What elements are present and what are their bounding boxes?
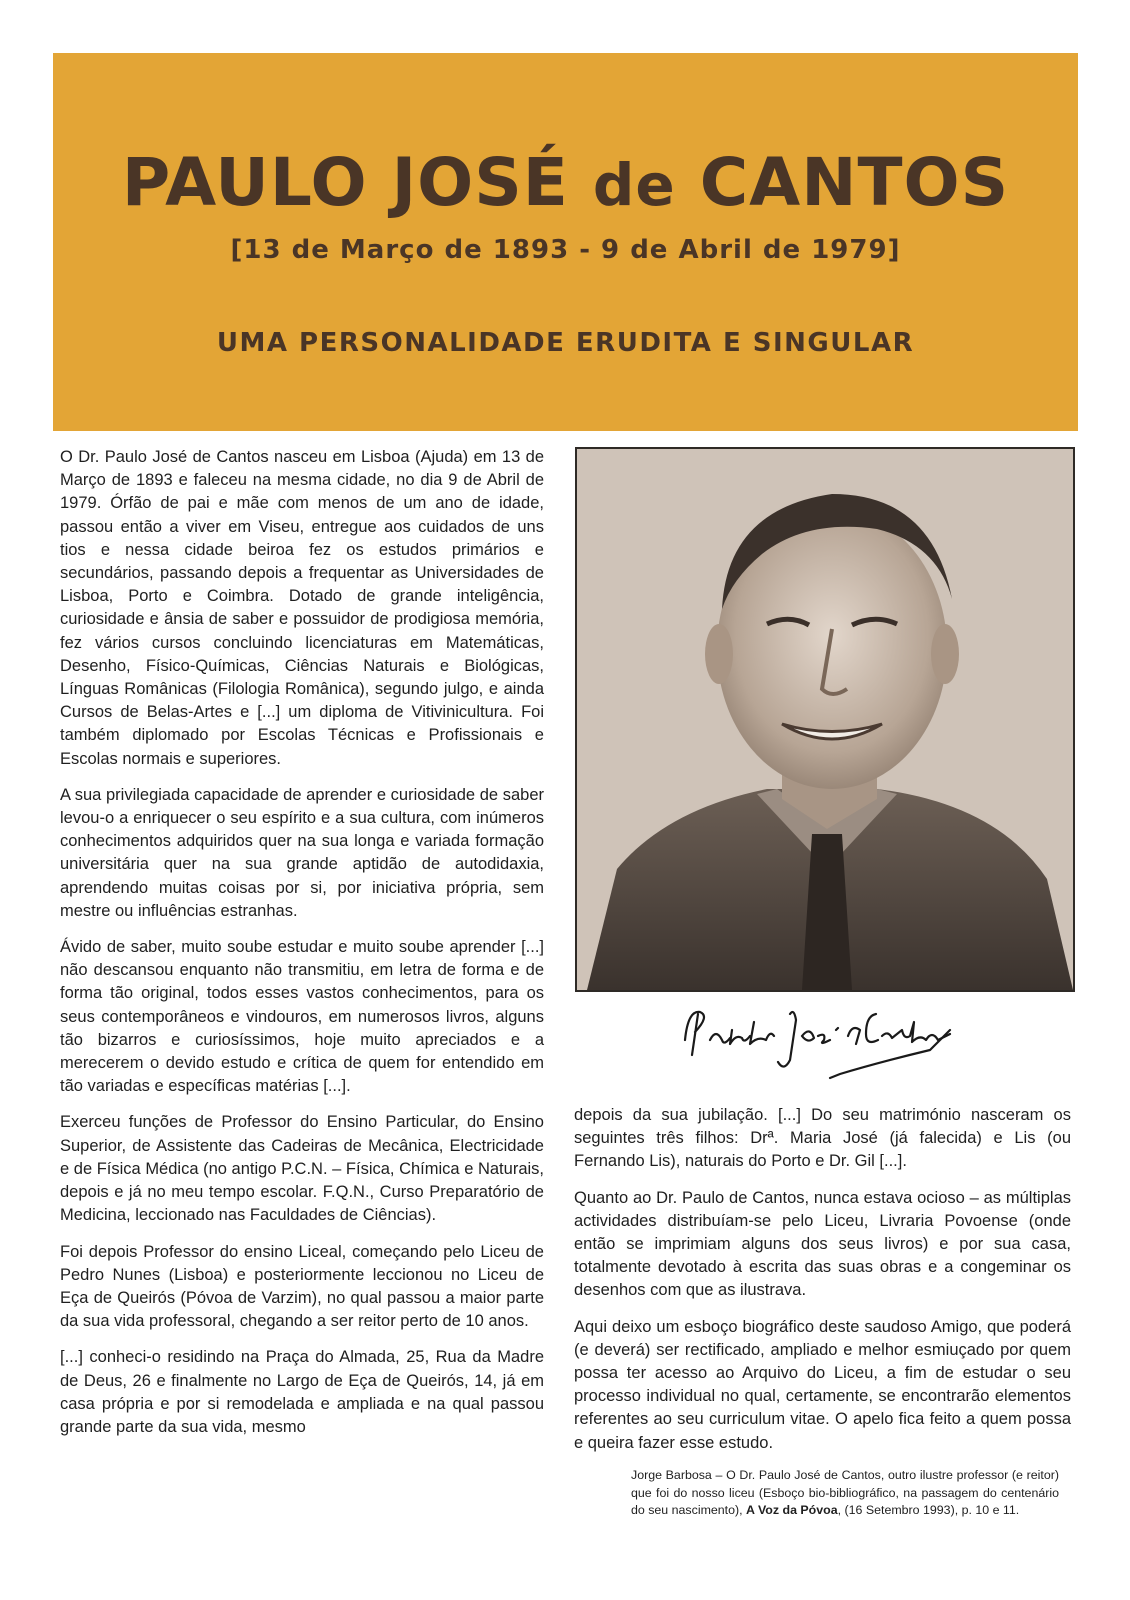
handwritten-signature <box>680 1000 970 1090</box>
title-first-names: PAULO JOSÉ <box>121 144 569 221</box>
paragraph: [...] conheci-o residindo na Praça do Almada, 25, Rua da Madre de Deus, 26 e finalmente no Largo de Eça de Queirós, 14, já em casa própria e por si remodelada e ampliada e na qual passou grande parte da sua vida, mesmo <box>60 1348 544 1436</box>
portrait-photo <box>575 447 1075 992</box>
citation-details: , (16 Setembro 1993), p. 10 e 11. <box>837 1503 1020 1517</box>
paragraph: O Dr. Paulo José de Cantos nasceu em Lisboa (Ajuda) em 13 de Março de 1893 e faleceu na mesma cidade, no dia 9 de Abril de 1979. Órfão de pai e mãe com menos de um ano de idade, passou então a viver em Viseu, entregue aos cuidados de uns tios e nessa cidade beiroa fez os estudos primários e secundários, passando depois a frequentar as Universidades de Lisboa, Porto e Coimbra. Dotado de grande inteligência, curiosidade e ânsia de saber e possuidor de prodigiosa memória, fez vários cursos concluindo licenciaturas em Matemáticas, Desenho, Físico-Químicas, Ciências Naturais e Biológicas, Línguas Românicas (Filologia Românica), segundo julgo, e ainda Cursos de Belas-Artes e [...] um diploma de Vitivinicultura. Foi também diplomado por Escolas Técnicas e Profissionais e Escolas normais e superiores. <box>60 448 544 768</box>
header-banner <box>53 53 1078 431</box>
paragraph: A sua privilegiada capacidade de aprender e curiosidade de saber levou-o a enriquecer o seu espírito e a sua cultura, com inúmeros conhecimentos adquiridos quer na sua longa e variada formação universitária quer na sua grande aptidão de autodidaxia, aprendendo muitas coisas por si, por iniciativa própria, sem mestre ou influências estranhas. <box>60 785 544 920</box>
left-text-column <box>60 446 544 1452</box>
title-particle: de <box>592 151 676 219</box>
source-citation <box>631 1467 1059 1520</box>
life-dates: [13 de Março de 1893 - 9 de Abril de 1979] <box>230 235 901 265</box>
title-surname: CANTOS <box>699 144 1010 221</box>
paragraph: Quanto ao Dr. Paulo de Cantos, nunca estava ocioso – as múltiplas actividades distribuíam-se pelo Liceu, Livraria Povoense (onde então se imprimiam alguns dos seus livros) e por sua casa, totalmente devotado à escrita das suas obras e a congeminar os desenhos com que as ilustrava. <box>574 1188 1071 1300</box>
paragraph: Foi depois Professor do ensino Liceal, começando pelo Liceu de Pedro Nunes (Lisboa) e posteriormente leccionou no Liceu de Eça de Queirós (Póvoa de Varzim), no qual passou a maior parte da sua vida professoral, chegando a ser reitor perto de 10 anos. <box>60 1242 544 1331</box>
paragraph: Ávido de saber, muito soube estudar e muito soube aprender [...] não descansou enquanto não transmitiu, em letra de forma e de forma tão original, todos esses vastos conhecimentos, para os seus contemporâneos e vindouros, em numerosos livros, alguns tão bizarros e curiosíssimos, hoje muito apreciados e a merecerem o devido estudo e crítica de quem for entendido em tão variadas e específicas matérias [...]. <box>60 938 544 1096</box>
citation-publication: A Voz da Póvoa <box>746 1503 838 1517</box>
citation-text: Jorge Barbosa – O Dr. Paulo José de Cantos, outro ilustre professor (e reitor) que foi do nosso liceu (Esboço bio-bibliográfico, na passagem do centenário do seu nascimento), <box>631 1468 1059 1517</box>
right-text-column <box>574 1104 1071 1468</box>
page-subtitle: UMA PERSONALIDADE ERUDITA E SINGULAR <box>216 328 915 358</box>
paragraph: Exerceu funções de Professor do Ensino Particular, do Ensino Superior, de Assistente das Cadeiras de Mecânica, Electricidade e de Física Médica (no antigo P.C.N. – Física, Chímica e Naturais, depois e já no meu tempo escolar. F.Q.N., Curso Preparatório de Medicina, leccionado nas Faculdades de Ciências). <box>60 1113 544 1225</box>
paragraph: depois da sua jubilação. [...] Do seu matrimónio nasceram os seguintes três filhos: Drª. Maria José (já falecida) e Lis (ou Fernando Lis), naturais do Porto e Dr. Gil [...]. <box>574 1106 1071 1171</box>
page-title <box>53 143 1078 225</box>
paragraph: Aqui deixo um esboço biográfico deste saudoso Amigo, que poderá (e deverá) ser rectificado, ampliado e melhor esmiuçado por quem possa ter acesso ao Arquivo do Liceu, a fim de estudar o seu processo individual no qual, certamente, se encontrarão elementos referentes ao seu curriculum vitae. O apelo fica feito a quem possa e queira fazer esse estudo. <box>574 1317 1071 1452</box>
portrait-illustration <box>577 449 1073 990</box>
signature-text: Paulo José de Cantos <box>680 1000 690 1001</box>
